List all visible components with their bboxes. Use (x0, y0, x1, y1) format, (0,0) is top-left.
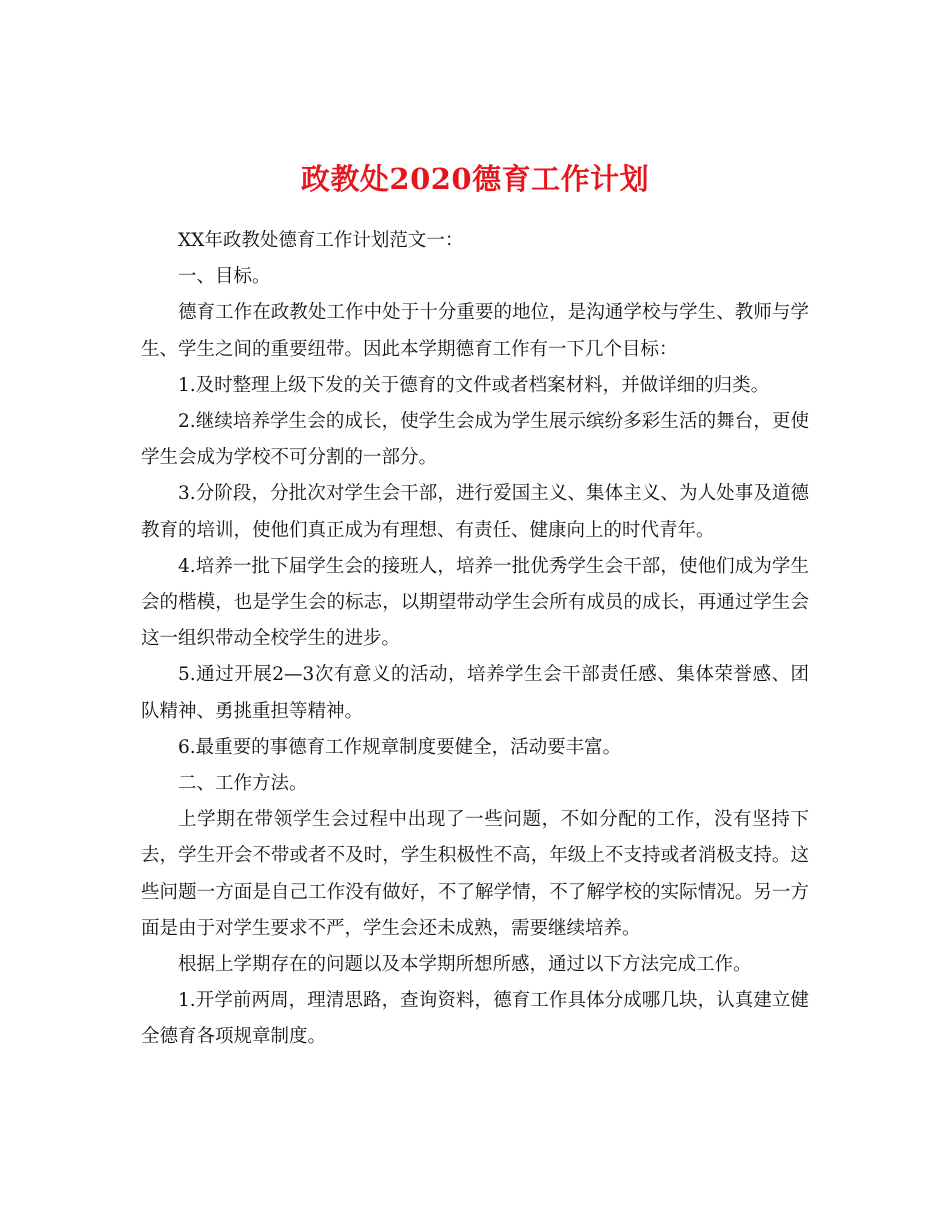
paragraph-intro: XX年政教处德育工作计划范文一： (178, 230, 464, 251)
document-body (141, 223, 809, 1056)
goal-item-6: 6.最重要的事德育工作规章制度要健全，活动要丰富。 (178, 736, 622, 758)
goal-item-2: 2.继续培养学生会的成长，使学生会成为学生展示缤纷多彩生活的舞台，更使学生会成为学校不可分割的一部分。 (141, 411, 809, 469)
paragraph-methods-intro: 根据上学期存在的问题以及本学期所想所感，通过以下方法完成工作。 (178, 954, 752, 976)
paragraph-problems: 上学期在带领学生会过程中出现了一些问题，不如分配的工作，没有坚持下去，学生开会不带或者不及时，学生积极性不高，年级上不支持或者消极支持。这些问题一方面是自己工作没有做好，不了解学情，不了解学校的实际情况。另一方面是由于对学生要求不严，学生会还未成熟，需要继续培养。 (141, 809, 809, 939)
paragraph-goals-overview: 德育工作在政教处工作中处于十分重要的地位，是沟通学校与学生、教师与学生、学生之间的重要纽带。因此本学期德育工作有一下几个目标： (141, 302, 809, 360)
goal-item-4: 4.培养一批下届学生会的接班人，培养一批优秀学生会干部，使他们成为学生会的楷模，也是学生会的标志，以期望带动学生会所有成员的成长，再通过学生会这一组织带动全校学生的进步。 (141, 555, 809, 650)
method-item-1: 1.开学前两周，理清思路，查询资料，德育工作具体分成哪几块，认真建立健全德育各项规章制度。 (141, 990, 809, 1048)
goal-item-5: 5.通过开展2—3次有意义的活动，培养学生会干部责任感、集体荣誉感、团队精神、勇挑重担等精神。 (141, 664, 809, 722)
document-title: 政教处2020德育工作计划 (300, 162, 650, 197)
heading-methods: 二、工作方法。 (178, 773, 308, 795)
goal-item-1: 1.及时整理上级下发的关于德育的文件或者档案材料，并做详细的归类。 (178, 374, 770, 396)
goal-item-3: 3.分阶段，分批次对学生会干部，进行爱国主义、集体主义、为人处事及道德教育的培训，使他们真正成为有理想、有责任、健康向上的时代青年。 (141, 483, 809, 541)
heading-goals: 一、目标。 (178, 266, 271, 288)
